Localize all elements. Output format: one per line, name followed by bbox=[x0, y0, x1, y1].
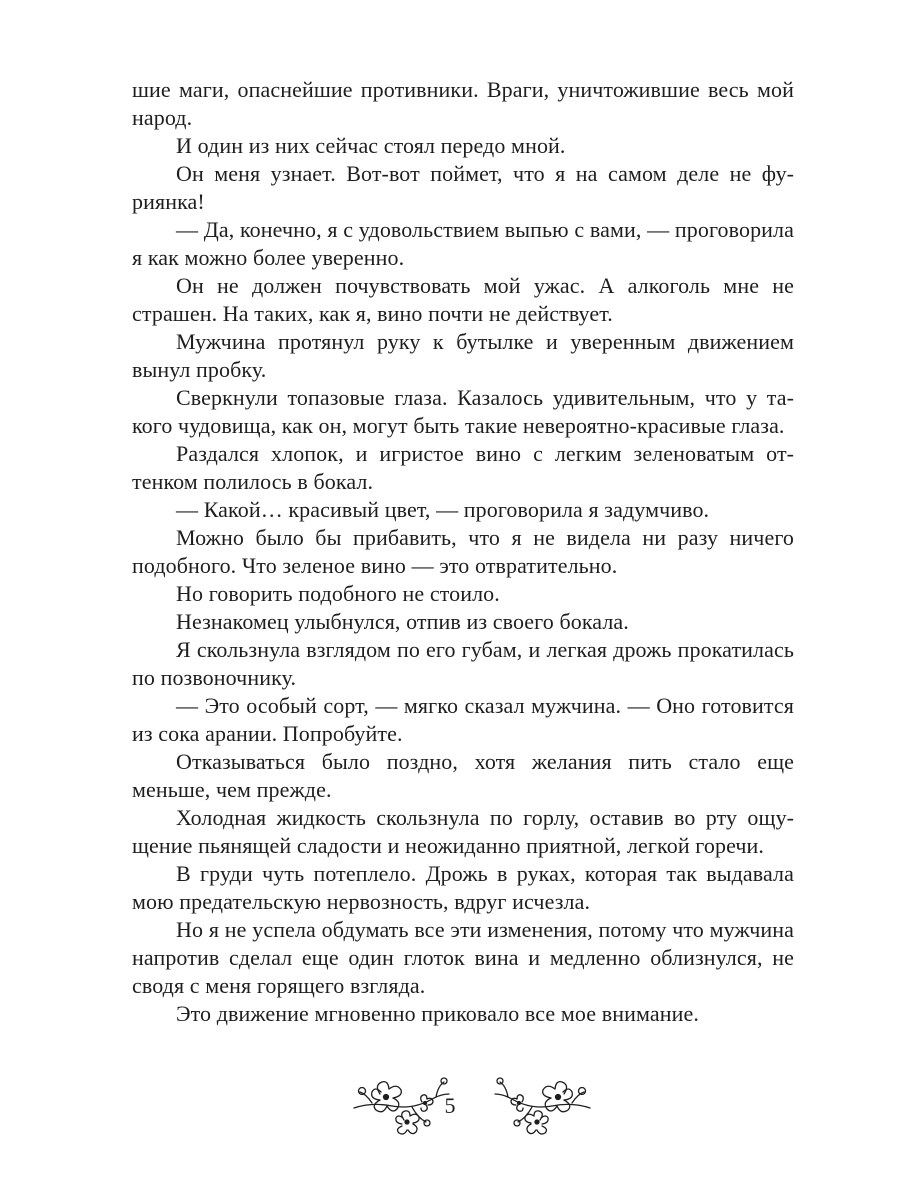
paragraph: Отказываться было поздно, хотя желания пить стало еще меньше, чем прежде. bbox=[132, 749, 794, 802]
page-body bbox=[132, 76, 794, 1028]
paragraph: В груди чуть потеплело. Дрожь в руках, которая так выдавала мою предательскую нервозность, вдруг исчезла. bbox=[132, 861, 794, 914]
page-number: 5 bbox=[444, 1093, 456, 1118]
paragraph: И один из них сейчас стоял передо мной. bbox=[176, 133, 566, 158]
paragraph: Я скользнула взглядом по его губам, и легкая дрожь прокатилась по позвоночнику. bbox=[132, 637, 794, 690]
paragraph: — Да, конечно, я с удовольствием выпью с вами, — проговорила я как можно более уверенно. bbox=[132, 217, 794, 270]
paragraph: Он не должен почувствовать мой ужас. А алкоголь мне не страшен. На таких, как я, вино почти не действует. bbox=[132, 273, 794, 326]
paragraph: Незнакомец улыбнулся, отпив из своего бокала. bbox=[176, 609, 629, 634]
paragraph: Это движение мгновенно приковало все мое внимание. bbox=[176, 1001, 699, 1026]
paragraph: Раздался хлопок, и игристое вино с легким зеленоватым оттенком полилось в бокал. bbox=[132, 441, 794, 494]
paragraph: — Какой… красивый цвет, — проговорила я задумчиво. bbox=[176, 497, 710, 522]
page-footer bbox=[0, 1072, 900, 1144]
paragraph: Холодная жидкость скользнула по горлу, оставив во рту ощущение пьянящей сладости и неожиданно приятной, легкой горечи. bbox=[132, 805, 794, 858]
cherry-blossom-branch-icon bbox=[492, 1072, 592, 1142]
paragraph: Мужчина протянул руку к бутылке и уверенным движением вынул пробку. bbox=[132, 329, 794, 382]
paragraph: — Это особый сорт, — мягко сказал мужчина. — Оно готовится из сока арании. Попробуйте. bbox=[132, 693, 794, 746]
paragraph: шие маги, опаснейшие противники. Враги, уничтожившие весь мой народ. bbox=[132, 77, 794, 130]
paragraph: Можно было бы прибавить, что я не видела ни разу ничего подобного. Что зеленое вино — это отвратительно. bbox=[132, 525, 794, 578]
paragraph: Но говорить подобного не стоило. bbox=[176, 581, 500, 606]
paragraph: Он меня узнает. Вот-вот поймет, что я на самом деле не фуриянка! bbox=[132, 161, 794, 214]
paragraph: Сверкнули топазовые глаза. Казалось удивительным, что у такого чудовища, как он, могут быть такие невероятно-красивые глаза. bbox=[132, 385, 794, 438]
paragraph: Но я не успела обдумать все эти изменения, потому что мужчина напротив сделал еще один глоток вина и медленно облизнулся, не сводя с меня горящего взгляда. bbox=[132, 917, 794, 998]
